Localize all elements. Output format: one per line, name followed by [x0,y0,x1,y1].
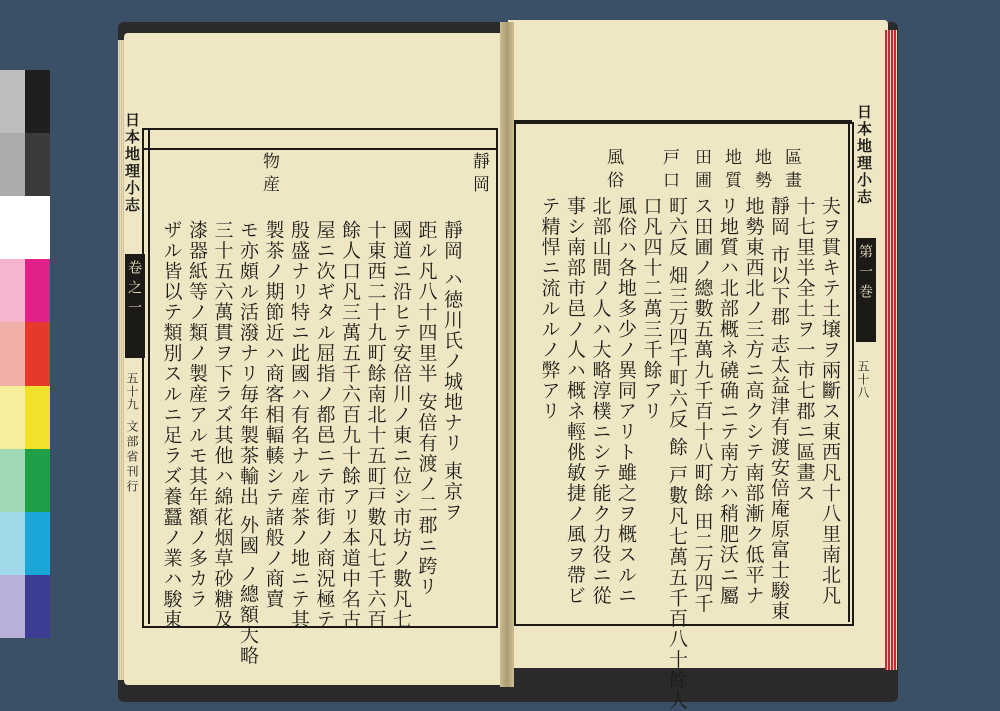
right-heading-fuzoku: 風俗 [603,148,623,194]
right-margin-volume: 第一巻 [857,244,873,304]
color-swatch [25,133,50,196]
right-text-column: 十七里半全土ヲ一市七郡ニ區畫ス [793,196,816,504]
left-text-column: 製茶ノ期節近ハ商客相輻輳シテ諸般ノ商賣 [262,220,285,610]
color-swatch [0,512,25,575]
color-swatch [0,575,25,638]
color-swatch [0,322,25,385]
left-heading-shizuoka: 靜岡 [469,152,489,198]
right-page-margin-rule [848,122,850,622]
color-swatch [0,133,25,196]
right-heading-chishitsu: 地質 [721,148,741,194]
right-text-column: 風俗ハ各地多少ノ異同アリト雖之ヲ概スルニ [615,196,637,606]
left-text-column: 漆器紙等ノ類ノ製産アルモ其年額ノ多カラ [186,220,208,610]
right-text-column: ス田圃ノ總數五萬九千百十八町餘 田二万四千 [691,196,714,614]
right-page-header-rule [514,120,852,123]
color-swatch [25,196,50,259]
right-heading-denpo: 田圃 [691,148,711,194]
right-text-column: テ精悍ニ流ルルノ弊アリ [538,196,561,422]
left-text-column: 三十五六萬貫ヲ下ラズ其他ハ綿花烟草砂糖及 [211,220,234,630]
color-swatch [25,259,50,322]
color-swatch [25,449,50,512]
left-margin-page-number: 五十九 [125,372,139,411]
right-text-column: リ地質ハ北部概ネ磽确ニテ南方ハ稍肥沃ニ屬 [717,196,739,606]
right-text-column: 夫ヲ貫キテ土壌ヲ兩斷ス東西凡十八里南北凡 [819,196,841,606]
left-text-column: 國道ニ沿ヒテ安倍川ノ東ニ位シ市坊ノ數凡七 [390,220,412,630]
left-margin-volume: 卷之一 [126,260,142,320]
color-swatch [0,70,25,133]
left-margin-publisher: 文部省刊行 [125,420,139,495]
color-swatch [0,386,25,449]
left-text-column: 靜岡 ハ徳川氏ノ城地ナリ 東京ヲ [441,220,463,523]
right-text-column: 地勢東西北ノ三方ニ高クシテ南部漸ク低平ナ [742,196,765,606]
right-text-column: 北部山間ノ人ハ大略淳樸ニシテ能ク力役ニ從 [589,196,612,606]
right-text-column: 口凡四十二萬三千餘アリ [640,196,663,422]
left-page-header-rule [142,148,496,150]
page-edges-right [885,30,897,670]
color-swatch [25,322,50,385]
left-text-column: 殷盛ナリ特ニ此國ハ有名ナル産茶ノ地ニテ其 [288,220,310,630]
right-margin-title: 日本地理小志 [855,104,873,206]
color-swatch [25,575,50,638]
color-swatch [0,449,25,512]
left-text-column: 距ル凡八十四里半 安倍有渡ノ二郡ニ跨リ [415,220,438,597]
right-margin-page-number: 五十八 [856,360,870,399]
color-swatch [0,196,25,259]
book-gutter [500,22,514,687]
left-text-column: 十東西二十九町餘南北十五町戸數凡七千六百 [364,220,387,630]
color-calibration-bar [0,70,50,638]
right-heading-chisei: 地勢 [751,148,771,194]
left-text-column: 餘人口凡三萬五千六百九十餘アリ本道中名古 [339,220,361,630]
color-swatch [0,259,25,322]
right-heading-koko: 戸口 [659,148,679,194]
color-swatch [25,70,50,133]
right-heading-kukaku: 區畫 [781,148,801,194]
right-text-column: 靜岡 市以下郡 志太益津有渡安倍庵原富士駿東 [768,196,790,622]
right-text-column: 町六反 畑三万四千町六反 餘 戸數凡七萬五千百八十餘人 [666,196,688,711]
left-page-margin-rule [148,130,150,624]
right-text-column: 事シ南部市邑ノ人ハ概ネ輕佻敏捷ノ風ヲ帶ビ [564,196,586,606]
left-text-column: モ亦頗ル活潑ナリ毎年製茶輸出 外國 ノ總額大略 [237,220,259,666]
left-heading-bussan: 物産 [259,152,279,198]
left-margin-title: 日本地理小志 [123,112,141,214]
color-swatch [25,386,50,449]
color-swatch [25,512,50,575]
left-text-column: 屋ニ次ギタル屈指ノ都邑ニテ市街ノ商況極テ [313,220,336,630]
left-text-column: ザル皆以テ類別スルニ足ラズ養蠶ノ業ハ駿東 [160,220,183,630]
